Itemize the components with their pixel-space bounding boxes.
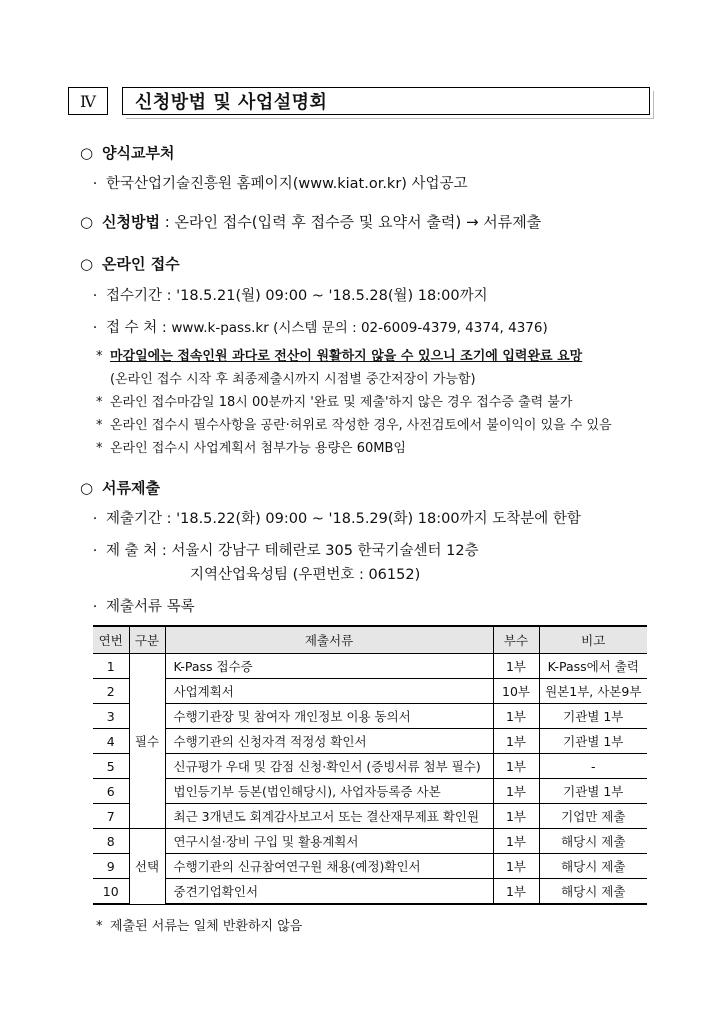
form-distribution-line xyxy=(84,172,468,193)
cell-document: 신규평가 우대 및 감점 신청·확인서 (증빙서류 첨부 필수) xyxy=(165,754,493,779)
cell-no: 2 xyxy=(93,679,129,704)
circle-bullet: ○ xyxy=(80,144,94,162)
submission-period xyxy=(84,507,581,528)
cell-document: 수행기관의 신규참여연구원 채용(예정)확인서 xyxy=(165,854,493,879)
table-row xyxy=(93,679,647,704)
note-required-fields: * 온라인 접수시 필수사항을 공란·허위로 작성한 경우, 사전검토에서 불이익이 있을 수 있음 xyxy=(96,418,612,433)
cell-document: 수행기관장 및 참여자 개인정보 이용 동의서 xyxy=(165,704,493,729)
cell-count: 10부 xyxy=(493,679,539,704)
cell-document: 최근 3개년도 회계감사보고서 또는 결산재무제표 확인원 xyxy=(165,804,493,829)
cell-document: 수행기관의 신청자격 적정성 확인서 xyxy=(165,729,493,754)
footnote-no-return: * 제출된 서류는 일체 반환하지 않음 xyxy=(96,919,303,934)
cell-count: 1부 xyxy=(493,704,539,729)
online-period xyxy=(84,284,488,305)
submission-place xyxy=(84,539,479,560)
dot-bullet: · xyxy=(92,511,98,527)
cell-count: 1부 xyxy=(493,879,539,905)
note-deadline-warning: * 마감일에는 접속인원 과다로 전산이 원활하지 않을 수 있으니 조기에 입력완료 요망 xyxy=(96,349,583,364)
heading-form-distribution xyxy=(80,142,174,163)
cell-count: 1부 xyxy=(493,754,539,779)
note-intermediate-save: (온라인 접수 시작 후 최종제출시까지 시점별 중간저장이 가능함) xyxy=(110,372,476,387)
note-text: 온라인 접수시 필수사항을 공란·허위로 작성한 경우, 사전검토에서 불이익이 있을 수 있음 xyxy=(110,418,612,433)
header-no: 연번 xyxy=(93,626,129,654)
cell-count: 1부 xyxy=(493,654,539,679)
note-text: 온라인 접수마감일 18시 00분까지 '완료 및 제출'하지 않은 경우 접수증 출력 불가 xyxy=(110,395,573,410)
cell-no: 4 xyxy=(93,729,129,754)
dot-bullet: · xyxy=(92,599,98,615)
application-method xyxy=(80,211,541,232)
cell-no: 1 xyxy=(93,654,129,679)
section-title: 신청방법 및 사업설명회 xyxy=(122,87,650,115)
header-document: 제출서류 xyxy=(165,626,493,654)
circle-bullet: ○ xyxy=(80,213,94,231)
note-text: 마감일에는 접속인원 과다로 전산이 원활하지 않을 수 있으니 조기에 입력완료 요망 xyxy=(110,349,583,364)
footnote-text: 제출된 서류는 일체 반환하지 않음 xyxy=(110,919,303,934)
table-row xyxy=(93,829,647,854)
cell-document: 법인등기부 등본(법인해당시), 사업자등록증 사본 xyxy=(165,779,493,804)
cell-document: 중견기업확인서 xyxy=(165,879,493,905)
cell-count: 1부 xyxy=(493,729,539,754)
table-row xyxy=(93,754,647,779)
dot-bullet: · xyxy=(92,288,98,304)
cell-note: K-Pass에서 출력 xyxy=(539,654,647,679)
table-row xyxy=(93,854,647,879)
place-text: 제 출 처 : 서울시 강남구 테헤란로 305 한국기술센터 12층 xyxy=(106,543,479,559)
table-header-row xyxy=(93,626,647,654)
cell-count: 1부 xyxy=(493,804,539,829)
header-note: 비고 xyxy=(539,626,647,654)
period-text: 제출기간 : '18.5.22(화) 09:00 ~ '18.5.29(화) 18:00까지 도착분에 한함 xyxy=(106,511,581,527)
table-row xyxy=(93,729,647,754)
cell-no: 6 xyxy=(93,779,129,804)
heading-text: 서류제출 xyxy=(102,479,160,497)
cell-category-optional: 선택 xyxy=(129,829,165,905)
cell-note: - xyxy=(539,754,647,779)
online-place xyxy=(84,316,548,337)
dot-bullet: · xyxy=(92,176,98,192)
dot-bullet: · xyxy=(92,320,98,336)
cell-category-required: 필수 xyxy=(129,654,165,829)
cell-no: 10 xyxy=(93,879,129,905)
cell-document: 연구시설·장비 구입 및 활용계획서 xyxy=(165,829,493,854)
heading-text: 양식교부처 xyxy=(102,144,175,162)
cell-note: 기관별 1부 xyxy=(539,779,647,804)
cell-no: 7 xyxy=(93,804,129,829)
submission-place-line2: 지역산업육성팀 (우편번호 : 06152) xyxy=(190,567,421,583)
table-row xyxy=(93,804,647,829)
period-text: 접수기간 : '18.5.21(월) 09:00 ~ '18.5.28(월) 18:00까지 xyxy=(106,288,488,304)
cell-note: 원본1부, 사본9부 xyxy=(539,679,647,704)
cell-count: 1부 xyxy=(493,854,539,879)
header-category: 구분 xyxy=(129,626,165,654)
note-receipt: * 온라인 접수마감일 18시 00분까지 '완료 및 제출'하지 않은 경우 접수증 출력 불가 xyxy=(96,395,573,410)
table-row xyxy=(93,704,647,729)
cell-no: 9 xyxy=(93,854,129,879)
cell-note: 기관별 1부 xyxy=(539,704,647,729)
note-file-size: * 온라인 접수시 사업계획서 첨부가능 용량은 60MB임 xyxy=(96,441,406,456)
cell-no: 5 xyxy=(93,754,129,779)
cell-note: 기업만 제출 xyxy=(539,804,647,829)
header-count: 부수 xyxy=(493,626,539,654)
circle-bullet: ○ xyxy=(80,255,94,273)
dot-bullet: · xyxy=(92,543,98,559)
line-text: 한국산업기술진흥원 홈페이지(www.kiat.or.kr) 사업공고 xyxy=(106,176,468,192)
cell-note: 해당시 제출 xyxy=(539,854,647,879)
heading-document-submission xyxy=(80,477,160,498)
table-row xyxy=(93,654,647,679)
cell-count: 1부 xyxy=(493,829,539,854)
cell-note: 해당시 제출 xyxy=(539,879,647,905)
document-table xyxy=(93,625,647,905)
section-number: Ⅳ xyxy=(68,87,108,115)
table-row xyxy=(93,779,647,804)
document-list-title xyxy=(84,595,195,616)
cell-note: 해당시 제출 xyxy=(539,829,647,854)
cell-count: 1부 xyxy=(493,779,539,804)
cell-note: 기관별 1부 xyxy=(539,729,647,754)
cell-document: K-Pass 접수증 xyxy=(165,654,493,679)
table-row xyxy=(93,879,647,905)
circle-bullet: ○ xyxy=(80,479,94,497)
cell-document: 사업계획서 xyxy=(165,679,493,704)
heading-online-submission xyxy=(80,253,180,274)
cell-no: 3 xyxy=(93,704,129,729)
method-label: 신청방법 xyxy=(102,213,160,231)
list-title-text: 제출서류 목록 xyxy=(106,599,195,615)
note-text: 온라인 접수시 사업계획서 첨부가능 용량은 60MB임 xyxy=(110,441,406,456)
place-text: www.k-pass.kr (시스템 문의 : 02-6009-4379, 4374, 4376) xyxy=(171,320,548,336)
heading-text: 온라인 접수 xyxy=(102,255,180,273)
place-label: 접 수 처 : xyxy=(106,320,172,336)
method-text: : 온라인 접수(입력 후 접수증 및 요약서 출력) → 서류제출 xyxy=(159,213,542,231)
cell-no: 8 xyxy=(93,829,129,854)
